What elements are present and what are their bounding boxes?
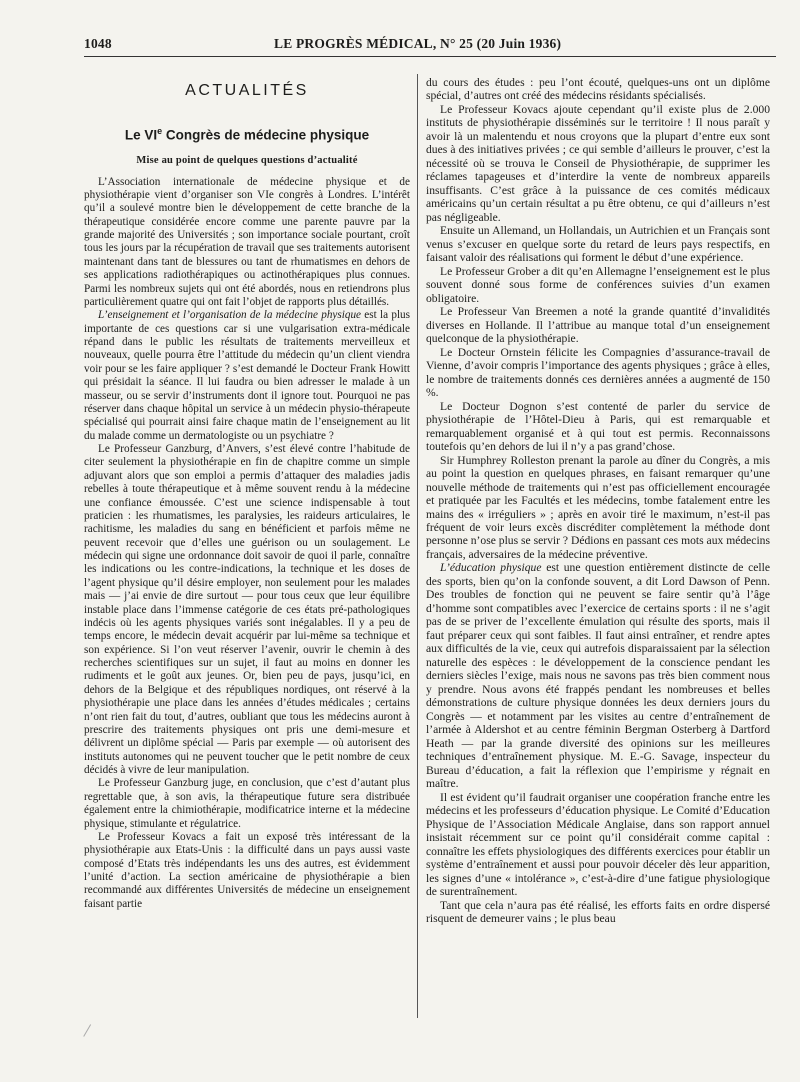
paragraph: L’Association internationale de médecine physique et de physiothérapie vient d’organiser son VIe congrès à Londres. L’intérêt qu’il a soulevé montre bien le développement de cette branche de la thérapeutique considérée encore comme une parente pauvre par la grande majorité des Universités ; son importance sociale pourtant, croît tous les jours par la récupération de travail que ses traitements autorisent maintenant dans tant de blessures ou tant de rhumatismes en dehors de ses applications radiothérapiques ou actinothérapiques plus connues. Parmi les nombreux sujets qui ont été abordés, nous en retiendrons plus particulièrement quatre qui ont fait l’objet de rapports plus détaillés. bbox=[84, 175, 410, 308]
page-header bbox=[84, 36, 776, 56]
article-subtitle: Mise au point de quelques questions d’actualité bbox=[136, 154, 358, 166]
left-column bbox=[84, 74, 410, 911]
journal-title: LE PROGRÈS MÉDICAL, N° 25 (20 Juin 1936) bbox=[274, 36, 562, 51]
pencil-mark bbox=[83, 1024, 100, 1042]
paragraph: Le Professeur Ganzburg juge, en conclusion, que c’est d’autant plus regrettable que, à son avis, la thérapeutique future sera distribuée également entre la chimiothérapie, modificatrice interne et la médecine physique, stimulante et régulatrice. bbox=[84, 777, 410, 830]
paragraph: Le Professeur Ganzburg, d’Anvers, s’est élevé contre l’habitude de citer seulement la physiothérapie en fin de chapitre comme un simple adjuvant alors que son emploi a permis d’attaquer des maladies jadis rebelles à toute thérapeutique et à même souvent rendu à la médecine une confiance émoussée. C’est une science indispensable à tout praticien : les rhumatismes, les paralysies, les raideurs articulaires, le rachitisme, les maladies du sang en bénéficient et parfois même ne peuvent recevoir que d’elles une guérison ou un soulagement. Le médecin qui signe une ordonnance doit savoir de quoi il parle, connaître les indications ou les contre-indications, la technique et les doses de l’agent physique qu’il désire employer, non seulement pour les malades mais — j’ai envie de dire surtout — pour tous ceux que leur équilibre instable place dans l’immense catégorie de ces états pré-pathologiques indécis où les agents physiques variés sont inégalables. Il y a peu de temps encore, le médecin devait acquérir par lui-même sa technique et son expérience. Si l’on veut réserver l’avenir, ouvrir le chemin à des recherches scientifiques sur un sujet, il faut au moins en donner les rudiments et le goût aux jeunes. Or, bien peu de pays, jusqu’ici, en dehors de la Belgique et des républiques nordiques, ont réservé à la physiothérapie une place dans les années d’études médicales ; certains n’ont rien fait du tout, d’autres, oubliant que tous les médecins auront à prescrire des traitements physiques ont pris une demi-mesure et délivrent un diplôme spécial — Paris par exemple — où autorisent des instituts autonomes qui ne peuvent toucher que le petit nombre de ceux décidés à vivre de leur manipulation. bbox=[84, 443, 410, 776]
paragraph: Le Docteur Ornstein félicite les Compagnies d’assurance-travail de Vienne, d’avoir compris l’importance des agents physiques ; grâce à elles, le nombre de traitements donnés ces dernières années a augmenté de 150 %. bbox=[426, 345, 770, 400]
paragraph: du cours des études : peu l’ont écouté, quelques-uns ont un diplôme spécial, d’autres ont créé des médecins résidants spécialisés. bbox=[426, 76, 770, 103]
paragraph: Il est évident qu’il faudrait organiser une coopération franche entre les médecins et les professeurs d’éducation physique. Le Comité d’Education Physique de l’Association Médicale Anglaise, dans son rapport annuel insistait récemment sur ce point qu’il considérait comme capital : connaître les effets physiologiques des différents exercices pour établir un système d’entraînement et aussi pour pouvoir déceler dès leur apparition, les signes d’une « intolérance », c’est-à-dire d’une fatigue physiologique de surentraînement. bbox=[426, 790, 770, 899]
header-rule bbox=[84, 56, 776, 57]
column-divider bbox=[417, 74, 418, 1018]
paragraph: Le Professeur Kovacs ajoute cependant qu’il existe plus de 2.000 instituts de physiothérapie disséminés sur le territoire ! Il nous paraît y avoir là un malentendu et nous croyons que la plupart d’entre eux sont dues à des initiatives privées ; ce qui semble d’ailleurs le prouver, c’est la nécessité où se trouva le Conseil de Physiothérapie, de supprimer les réclames tapageuses et d’interdire la vente de nombreux appareils insuffisants. C’est grâce à la puissance de ces comités médicaux américains qu’un certain résultat a pu être obtenu, ce qui d’ailleurs n’est pas négligeable. bbox=[426, 102, 770, 224]
paragraph: Sir Humphrey Rolleston prenant la parole au dîner du Congrès, a mis au point la question en quelques phrases, en faisant remarquer qu’une nouvelle méthode de traitements qui n’est pas officiellement encouragée et pratiquée par les Facultés et les médecins, tombe fatalement entre les mains des « irréguliers » ; après en avoir tiré le maximum, n’est-il pas fréquent de voir leurs excès discréditer complètement la méthode dont personne n’ose plus se servir ? Dédions en passant ces mots aux médecins français, adversaires de la médecine préventive. bbox=[426, 453, 770, 561]
paragraph: Le Professeur Van Breemen a noté la grande quantité d’invalidités diverses en Hollande. Il l’attribue au manque total d’un enseignement quelconque de la physiothérapie. bbox=[426, 305, 770, 346]
paragraph: L’enseignement et l’organisation de la médecine physique est la plus importante de ces questions car si une vulgarisation extra-médicale répand dans le public les résultats de traitements merveilleux et nouveaux, quelle pourra être l’attitude du médecin qu’un client viendra voir pour se les faire appliquer ? s’est demandé le Docteur Frank Howitt qui présidait la séance. Il lui faudra ou bien adresser le malade à un masseur, ou se servir d’instruments dont il ignore tout. Pourquoi ne pas réserver dans chaque hôpital un service à un médecin physio-thérapeute spécialisé qui pourrait ainsi faire chaque matin de l’enseignement au lit du malade comme un dermatologiste ou un psychiatre ? bbox=[84, 309, 410, 442]
paragraph: Tant que cela n’aura pas été réalisé, les efforts faits en ordre dispersé risquent de demeurer vains ; le plus beau bbox=[426, 898, 770, 926]
article-title: Le VIe Congrès de médecine physique bbox=[124, 126, 370, 143]
paragraph: Le Docteur Dognon s’est contenté de parler du service de physiothérapie de l’Hôtel-Dieu à Paris, qui est remarquable et remarquablement organisé et à qui tout est permis. Reconnaissons toutefois qu’en dehors de lui il n’y a pas grand’chose. bbox=[426, 399, 770, 454]
paragraph: L’éducation physique est une question entièrement distincte de celle des sports, bien qu’on la confonde souvent, a dit Lord Dawson of Penn. Des troubles de fonction qui ne peuvent se faire sentir qu’à l’âge d’homme sont compatibles avec l’exercice de certains sports : il ne s’agit pas de se priver de l’excellente émulation qui résulte des sports, mais il faut préparer ceux qui sont faibles. Il faut ainsi entraîner, et rendre aptes aux difficultés de la vie, ceux qui autrefois disparaissaient par la sélection naturelle des espèces : le développement de la conscience pendant les derniers siècles l’exige, mais nous ne savons pas très bien comment nous y prendre. Nous avons été frappés pendant les nombreuses et belles démonstrations de culture physique données les deux derniers jours du Congrès — et notamment par les visites au centre d’entraînement de l’armée à Aldershot et au centre féminin Bergman Osterberg à Dartford Heath — par la grande diversité des opinions sur les meilleures techniques d’entraînement physique. M. E.-G. Savage, inspecteur du Bureau d’éducation, a fait la réflexion que l’empirisme y régnait en maître. bbox=[426, 561, 770, 791]
section-title: ACTUALITÉS bbox=[185, 82, 309, 99]
right-column bbox=[426, 76, 770, 926]
paragraph: Le Professeur Kovacs a fait un exposé très intéressant de la physiothérapie aux Etats-Unis : la difficulté dans un pays aussi vaste composé d’Etats très indépendants les uns des autres, est évidemment l’unité d’action. La section américaine de physiothérapie a bien recommandé aux différentes Universités de médecine un enseignement faisant partie bbox=[84, 830, 410, 910]
italic-lead: L’enseignement et l’organisation de la médecine physique bbox=[98, 309, 362, 322]
page-number: 1048 bbox=[84, 36, 112, 51]
paragraph: Le Professeur Grober a dit qu’en Allemagne l’enseignement est le plus souvent donné sous forme de conférences suivies d’un examen obligatoire. bbox=[426, 264, 770, 305]
italic-lead: L’éducation physique bbox=[440, 561, 542, 575]
paragraph: Ensuite un Allemand, un Hollandais, un Autrichien et un Français sont venus s’excuser en quelque sorte du retard de leurs pays respectifs, en faisant valoir des réalisations qui forment le début d’une expérience. bbox=[426, 224, 770, 265]
